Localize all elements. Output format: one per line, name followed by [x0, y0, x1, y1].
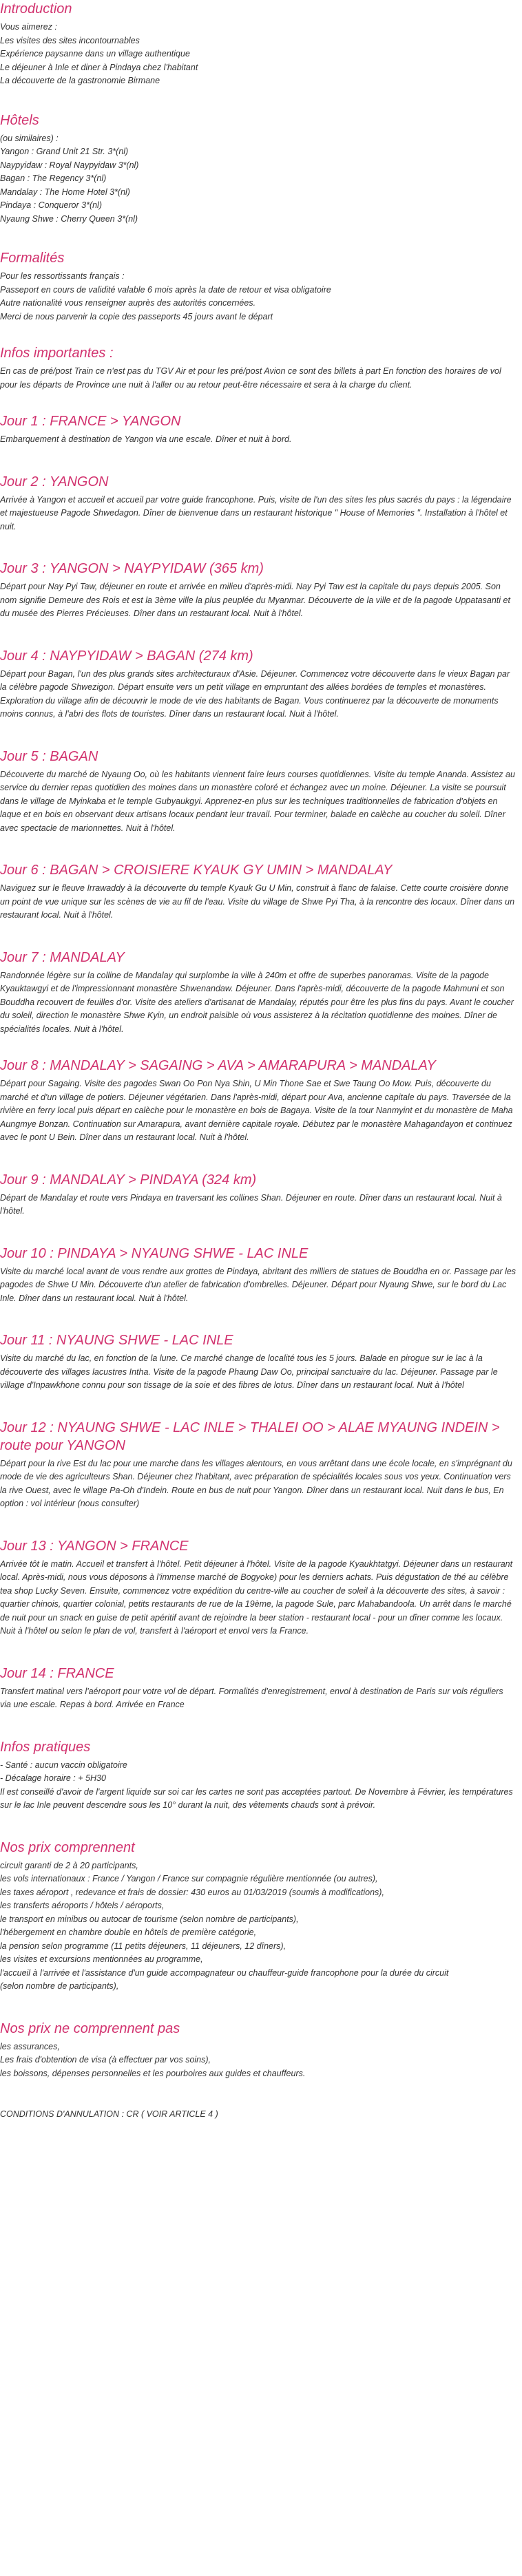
day-text: Départ pour la rive Est du lac pour une marche dans les villages alentours, en vous arrêtant dans une école locale, en s'imprégnant du mode de vie des agriculteurs Shan. Déjeuner chez l'habitant, avec préparation de spécialités locales sous vos yeux. Continuation vers la rive Ouest, avec le village Pa-Oh d'Indein. Route en bus de nuit pour Yangon. Dîner dans un restaurant local. Nuit dans le bus, En option : vol intérieur (nous consulter) — [0, 1458, 512, 1508]
day-2-section — [0, 473, 516, 534]
prix-comprend-line: les vols internationaux : France / Yangon / France sur compagnie régulière mentionnée (ou autres), — [0, 1874, 378, 1883]
introduction-title: Introduction — [0, 1, 72, 17]
day-title: Jour 14 : FRANCE — [0, 1665, 114, 1681]
day-1-section — [0, 412, 516, 447]
hotels-title: Hôtels — [0, 112, 39, 128]
infos-pratiques-section — [0, 1738, 516, 1813]
infos-importantes-text: En cas de pré/post Train ce n'est pas du TGV Air et pour les pré/post Avion ce sont des billets à part En fonction des horaires de vol pour les départs de Province une nuit à l'aller ou au retour peut-être nécessaire et sera à la charge du client. — [0, 366, 501, 390]
infos-pratiques-lines — [0, 1759, 516, 1786]
infos-pratiques-line: - Décalage horaire : + 5H30 — [0, 1773, 106, 1783]
hotel-line: Nyaung Shwe : Cherry Queen 3*(nl) — [0, 213, 138, 224]
day-text: Transfert matinal vers l'aéroport pour votre vol de départ. Formalités d'enregistrement, envol à destination de Paris sur vols réguliers via une escale. Repas à bord. Arrivée en France — [0, 1686, 503, 1709]
formalites-line: Merci de nous parvenir la copie des passeports 45 jours avant le départ — [0, 311, 273, 321]
formalites-line: Passeport en cours de validité valable 6 mois après la date de retour et visa obligatoire — [0, 284, 331, 295]
day-title: Jour 3 : YANGON > NAYPYIDAW (365 km) — [0, 561, 264, 576]
day-title: Jour 10 : PINDAYA > NYAUNG SHWE - LAC INLE — [0, 1245, 309, 1261]
day-10-section — [0, 1245, 516, 1306]
hotel-line: (ou similaires) : — [0, 133, 59, 143]
day-text: Arrivée à Yangon et accueil et accueil par votre guide francophone. Puis, visite de l'un des sites les plus sacrés du pays : la légendaire et majestueuse Pagode Shwedagon. Dîner de bienvenue dans un restaurant historique " House of Memories ". Installation à l'hôtel et nuit. — [0, 494, 512, 531]
prix-comprend-pas-line: les assurances, — [0, 2041, 60, 2051]
day-11-section — [0, 1331, 516, 1393]
day-title: Jour 2 : YANGON — [0, 474, 109, 489]
infos-pratiques-line: - Santé : aucun vaccin obligatoire — [0, 1760, 127, 1770]
day-13-section — [0, 1537, 516, 1638]
prix-comprend-line: circuit garanti de 2 à 20 participants, — [0, 1860, 138, 1870]
intro-line: La découverte de la gastronomie Birmane — [0, 76, 160, 85]
formalites-line: Autre nationalité vous renseigner auprès des autorités concernées. — [0, 298, 256, 308]
day-title: Jour 7 : MANDALAY — [0, 949, 125, 965]
formalites-lines — [0, 270, 516, 324]
day-title: Jour 5 : BAGAN — [0, 748, 98, 764]
infos-importantes-title: Infos importantes : — [0, 346, 114, 361]
day-text: Départ pour Bagan, l'un des plus grands sites architecturaux d'Asie. Déjeuner. Commencez votre découverte dans le vieux Bagan par la célèbre pagode Shwezigon. Départ ensuite vers un petit village en empruntant des allées bordées de temples et monastères. Exploration du village afin de découvrir le mode de vie des habitants de Bagan. Vous continuerez par la découverte de monuments moins connus, à l'abri des flots de touristes. Dîner dans un restaurant local. Nuit à l'hôtel. — [0, 668, 510, 719]
day-title: Jour 13 : YANGON > FRANCE — [0, 1538, 189, 1554]
introduction-lines — [0, 21, 516, 88]
day-text: Visite du marché du lac, en fonction de la lune. Ce marché change de localité tous les 5 jours. Balade en pirogue sur le lac à la découverte des villages lacustres Intha. Visite de la pagode Phaung Daw Oo, principal sanctuaire du lac. Déjeuner. Passage par le village d'Inpawkhone connu pour son tissage de la soie et des fibres de lotus. Dîner dans un restaurant local. Nuit à l'hôtel — [0, 1353, 498, 1390]
day-12-section — [0, 1419, 516, 1511]
hotel-line: Yangon : Grand Unit 21 Str. 3*(nl) — [0, 147, 129, 156]
day-title: Jour 1 : FRANCE > YANGON — [0, 414, 181, 429]
day-4-section — [0, 647, 516, 721]
formalites-line: Pour les ressortissants français : — [0, 271, 125, 281]
day-3-section — [0, 560, 516, 621]
day-title: Jour 6 : BAGAN > CROISIERE KYAUK GY UMIN > MANDALAY — [0, 863, 393, 878]
day-8-section — [0, 1057, 516, 1145]
prix-comprend-line: les taxes aéroport , redevance et frais de dossier: 430 euros au 01/03/2019 (soumis à modifications), — [0, 1887, 384, 1897]
prix-comprend-line: (selon nombre de participants), — [0, 1981, 119, 1991]
prix-comprend-line: la pension selon programme (11 petits déjeuners, 11 déjeuners, 12 dîners), — [0, 1941, 286, 1951]
day-title: Jour 9 : MANDALAY > PINDAYA (324 km) — [0, 1172, 257, 1187]
formalites-title: Formalités — [0, 251, 65, 266]
hotel-line: Bagan : The Regency 3*(nl) — [0, 173, 107, 183]
prix-comprend-pas-line: Les frais d'obtention de visa (à effectuer par vos soins), — [0, 2055, 211, 2065]
day-text: Embarquement à destination de Yangon via une escale. Dîner et nuit à bord. — [0, 434, 292, 444]
prix-comprend-pas-title: Nos prix ne comprennent pas — [0, 2020, 180, 2036]
prix-comprend-title: Nos prix comprennent — [0, 1839, 135, 1855]
day-text: Randonnée légère sur la colline de Mandalay qui surplombe la ville à 240m et offre de superbes panoramas. Visite de la pagode Kyauktawgyi et de l'impressionnant monastère Shwenandaw. Déjeuner. Dans l'après-midi, découverte de la pagode Mahmuni et son Bouddha recouvert de feuilles d'or. Visite des ateliers d'artisanat de Mandalay, réputés pour être les plus fins du pays. Avant le coucher du soleil, direction le monastère Shwe Kyin, un endroit paisible où vous assisterez à la récitation quotidienne des moines. Dîner de spécialités locales. Nuit à l'hôtel. — [0, 970, 514, 1034]
intro-line: Les visites des sites incontournables — [0, 35, 140, 45]
prix-comprend-line: les transferts aéroports / hôtels / aéroports, — [0, 1901, 165, 1910]
hotels-lines — [0, 132, 516, 226]
day-text: Départ pour Nay Pyi Taw, déjeuner en route et arrivée en milieu d'après-midi. Nay Pyi Taw est la capitale du pays depuis 2005. Son nom signifie Demeure des Rois et est la 3ème ville la plus peuplée du Myanmar. Découverte de la ville et de la pagode Uppatasanti et du musée des Pierres Précieuses. Dîner dans un restaurant local. Nuit à l'hôtel. — [0, 582, 510, 618]
day-6-section — [0, 861, 516, 922]
infos-pratiques-title: Infos pratiques — [0, 1739, 91, 1755]
intro-line: Vous aimerez : — [0, 22, 57, 32]
day-text: Arrivée tôt le matin. Accueil et transfert à l'hôtel. Petit déjeuner à l'hôtel. Visite de la pagode Kyaukhtatgyi. Déjeuner dans un restaurant local. Après-midi, nous vous déposons à l'immense marché de Bogyoke) pour les derniers achats. Puis dégustation de thé au célèbre tea shop Lucky Seven. Ensuite, commencez votre expédition du centre-ville au coucher de soleil à la découverte des sites, à savoir : quartier chinois, quartier colonial, petits restaurants de rue de la 19ème, la pagode Sule, parc Mahabandoola. Un arrêt dans le marché de nuit pour un snack en guise de petit apéritif avant de rejoindre la beer station - restaurant local - pour un dîner comme les locaux. Nuit à l'hôtel ou selon le plan de vol, transfert à l'aéroport et envol vers la France. — [0, 1559, 513, 1636]
prix-comprend-lines — [0, 1859, 516, 1994]
intro-line: Expérience paysanne dans un village authentique — [0, 49, 190, 59]
day-text: Visite du marché local avant de vous rendre aux grottes de Pindaya, abritant des milliers de statues de Bouddha en or. Passage par les pagodes de Shwe U Min. Découverte d'un atelier de fabrication d'ombrelles. Déjeuner. Départ pour Nyaung Shwe, sur le bord du Lac Inle. Dîner dans un restaurant local. Nuit à l'hôtel. — [0, 1266, 516, 1303]
infos-pratiques-text: Il est conseillé d'avoir de l'argent liquide sur soi car les cartes ne sont pas acceptées partout. De Novembre à Février, les températures sur le lac Inle peuvent descendre sous les 10° durant la nuit, des vêtements chauds sont à prévoir. — [0, 1786, 513, 1810]
prix-comprend-line: les visites et excursions mentionnées au programme, — [0, 1954, 203, 1964]
day-7-section — [0, 949, 516, 1037]
day-text: Naviguez sur le fleuve Irrawaddy à la découverte du temple Kyauk Gu U Min, construit à flanc de falaise. Cette courte croisière donne un point de vue unique sur les scènes de vie au fil de l'eau. Visite du village de Shwe Pyi Tha, à la rencontre des locaux. Dîner dans un restaurant local. Nuit à l'hôtel. — [0, 883, 515, 920]
hotel-line: Pindaya : Conqueror 3*(nl) — [0, 200, 102, 210]
day-5-section — [0, 748, 516, 836]
day-title: Jour 8 : MANDALAY > SAGAING > AVA > AMARAPURA > MANDALAY — [0, 1058, 436, 1073]
prix-comprend-pas-section — [0, 2020, 516, 2081]
day-title: Jour 4 : NAYPYIDAW > BAGAN (274 km) — [0, 648, 253, 664]
intro-line: Le déjeuner à Inle et diner à Pindaya chez l'habitant — [0, 62, 198, 72]
formalites-section — [0, 249, 516, 324]
introduction-section — [0, 0, 516, 88]
day-9-section — [0, 1171, 516, 1218]
hotel-line: Naypyidaw : Royal Naypyidaw 3*(nl) — [0, 160, 139, 170]
prix-comprend-pas-lines — [0, 2040, 516, 2081]
cancellation-conditions: CONDITIONS D'ANNULATION : CR ( VOIR ARTICLE 4 ) — [0, 2109, 218, 2119]
day-text: Découverte du marché de Nyaung Oo, où les habitants viennent faire leurs courses quotidiennes. Visite du temple Ananda. Assistez au service du dernier repas quotidien des moines dans un monastère coloré et échangez avec un moine. Déjeuner. La visite se poursuit dans le village de Myinkaba et le temple Gubyaukgyi. Apprenez-en plus sur les techniques traditionnelles de fabrication d'objets en laque et en bois en observant deux artisans locaux pendant leur travail. Pour terminer, balade en calèche au coucher du soleil. Dîner avec spectacle de marionnettes. Nuit à l'hôtel. — [0, 769, 515, 833]
prix-comprend-pas-line: les boissons, dépenses personnelles et les pourboires aux guides et chauffeurs. — [0, 2068, 306, 2078]
infos-importantes-section — [0, 344, 516, 392]
day-14-section — [0, 1665, 516, 1712]
day-title: Jour 12 : NYAUNG SHWE - LAC INLE > THALEI OO > ALAE MYAUNG INDEIN > route pour YANGON — [0, 1419, 500, 1453]
day-text: Départ de Mandalay et route vers Pindaya en traversant les collines Shan. Déjeuner en route. Dîner dans un restaurant local. Nuit à l'hôtel. — [0, 1192, 502, 1216]
day-text: Départ pour Sagaing. Visite des pagodes Swan Oo Pon Nya Shin, U Min Thone Sae et Swe Taung Oo Mow. Puis, découverte du marché et d'un village de potiers. Déjeuner végétarien. Dans l'après-midi, départ pour Ava, ancienne capitale du pays. Traversée de la rivière en ferry local puis départ en calèche pour le monastère en bois de Bagaya. Visite de la tour Nanmyint et du monastère de Maha Aungmye Bonzan. Continuation sur Amarapura, avant dernière capitale royale. Débutez par le monastère Mahagandayon et continuez avec le pont U Bein. Dîner dans un restaurant local. Nuit à l'hôtel. — [0, 1079, 513, 1142]
prix-comprend-section — [0, 1839, 516, 1994]
hotels-section — [0, 112, 516, 226]
hotel-line: Mandalay : The Home Hotel 3*(nl) — [0, 187, 130, 197]
prix-comprend-line: le transport en minibus ou autocar de tourisme (selon nombre de participants), — [0, 1914, 299, 1924]
prix-comprend-line: l'hébergement en chambre double en hôtels de première catégorie, — [0, 1928, 257, 1937]
day-title: Jour 11 : NYAUNG SHWE - LAC INLE — [0, 1333, 233, 1348]
prix-comprend-line: l'accueil à l'arrivée et l'assistance d'un guide accompagnateur ou chauffeur-guide francophone pour la durée du circuit — [0, 1967, 449, 1978]
